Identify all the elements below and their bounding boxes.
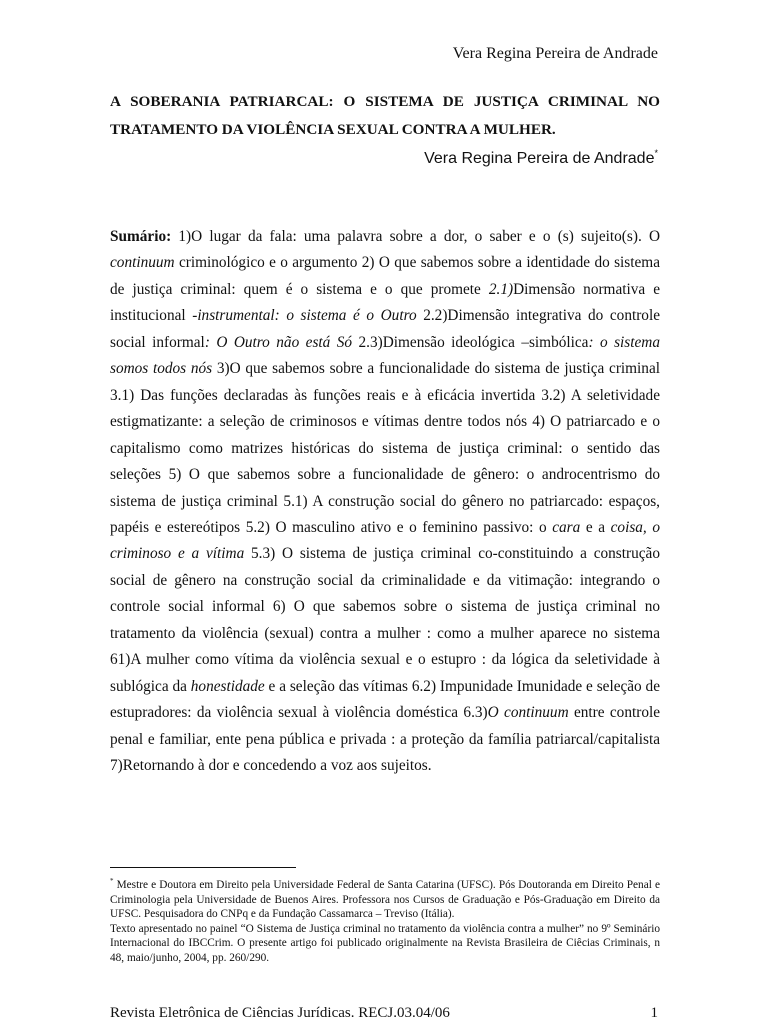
article-title bbox=[110, 88, 660, 144]
summary-text: 2.2)Dimensão integrativa do controle social informal bbox=[110, 307, 660, 351]
summary-italic: 2.1) bbox=[488, 280, 514, 298]
summary-text: e a bbox=[580, 518, 611, 536]
summary-text: Dimensão normativa e institucional - bbox=[110, 280, 661, 325]
footnote-marker: * bbox=[654, 148, 658, 158]
summary-text: 1)O lugar da fala: uma palavra sobre a dor, o saber e o (s) sujeito(s). O bbox=[171, 228, 660, 245]
summary-italic: O continuum bbox=[487, 704, 569, 722]
summary-text: 2.3)Dimensão ideológica –simbólica bbox=[352, 333, 589, 351]
summary-italic: continuum bbox=[110, 254, 175, 272]
footnote-source: Texto apresentado no painel “O Sistema de Justiça criminal no tratamento da violência contra a mulher” no 9º Seminário Internacional do IBCCrim. O presente artigo foi publicado originalmente na Revista Brasileira de Ciêcias Criminais, n 48, maio/junho, 2004, pp. 260/290. bbox=[110, 922, 660, 964]
footnote-bio bbox=[110, 874, 660, 922]
footnote-separator bbox=[110, 867, 296, 868]
summary-italic: : o sistema somos todos nós bbox=[110, 333, 660, 378]
summary-paragraph bbox=[110, 224, 660, 780]
summary-italic: coisa, o criminoso e a vítima bbox=[110, 518, 660, 563]
footnote-bio-text: Mestre e Doutora em Direito pela Universidade Federal de Santa Catarina (UFSC). Pós Doutoranda em Direito Penal e Criminologia pela Universidade de Buenos Aires. Professora nos Cursos de Graduação e Pós-Graduação em Direito da UFSC. Pesquisadora do CNPq e da Fundação Cassamarca – Treviso (Itália). bbox=[110, 879, 660, 921]
author-name: Vera Regina Pereira de Andrade bbox=[424, 150, 655, 167]
summary-italic: instrumental: o sistema é o Outro bbox=[197, 307, 417, 325]
author-byline bbox=[424, 142, 658, 170]
title-line-1: A SOBERANIA PATRIARCAL: O SISTEMA DE JUSTIÇA CRIMINAL NO bbox=[110, 93, 660, 110]
running-header-author: Vera Regina Pereira de Andrade bbox=[452, 45, 658, 62]
footnote bbox=[110, 874, 660, 966]
summary-italic: honestidade bbox=[190, 677, 265, 695]
summary-label: Sumário: bbox=[110, 228, 172, 245]
summary-text: 5.3) O sistema de justiça criminal co-constituindo a construção social de gênero na construção social da criminalidade e da vitimação: integrando o controle social informal 6) O que sabemos sobre o sistema de justiça criminal no tratamento da violência (sexual) contra a mulher : como a mulher aparece no sistema 61)A mulher como vítima da violência sexual e o estupro : da lógica da seletividade à sublógica da bbox=[110, 545, 660, 695]
summary-text: e a seleção das vítimas 6.2) Impunidade Imunidade e seleção de estupradores: da violência sexual à violência doméstica 6.3) bbox=[110, 677, 660, 722]
footnote-marker: * bbox=[110, 877, 114, 885]
summary-text: criminológico e o argumento 2) O que sabemos sobre a identidade do sistema de justiça criminal: quem é o sistema e o que promete bbox=[110, 254, 660, 298]
summary-text: entre controle penal e familiar, ente pena pública e privada : a proteção da família patriarcal/capitalista 7)Retornando à dor e concedendo a voz aos sujeitos. bbox=[110, 704, 661, 775]
summary-text: 3)O que sabemos sobre a funcionalidade do sistema de justiça criminal 3.1) Das funções declaradas às funções reais e à eficácia invertida 3.2) A seletividade estigmatizante: a seleção de criminosos e vítimas dentre todos nós 4) O patriarcado e o capitalismo como matrizes históricas do sistema de justiça criminal: o sentido das seleções 5) O que sabemos sobre a funcionalidade de gênero: o androcentrismo do sistema de justiça criminal 5.1) A construção social do gênero no patriarcado: espaços, papéis e estereótipos 5.2) O masculino ativo e o feminino passivo: o bbox=[110, 360, 660, 536]
summary-italic: : O Outro não está Só bbox=[204, 333, 353, 351]
footer-journal-name: Revista Eletrônica de Ciências Jurídicas. RECJ.03.04/06 bbox=[110, 1005, 450, 1021]
title-line-2: TRATAMENTO DA VIOLÊNCIA SEXUAL CONTRA A MULHER. bbox=[110, 121, 556, 138]
summary-italic: cara bbox=[552, 518, 581, 536]
page-number: 1 bbox=[650, 1005, 658, 1021]
